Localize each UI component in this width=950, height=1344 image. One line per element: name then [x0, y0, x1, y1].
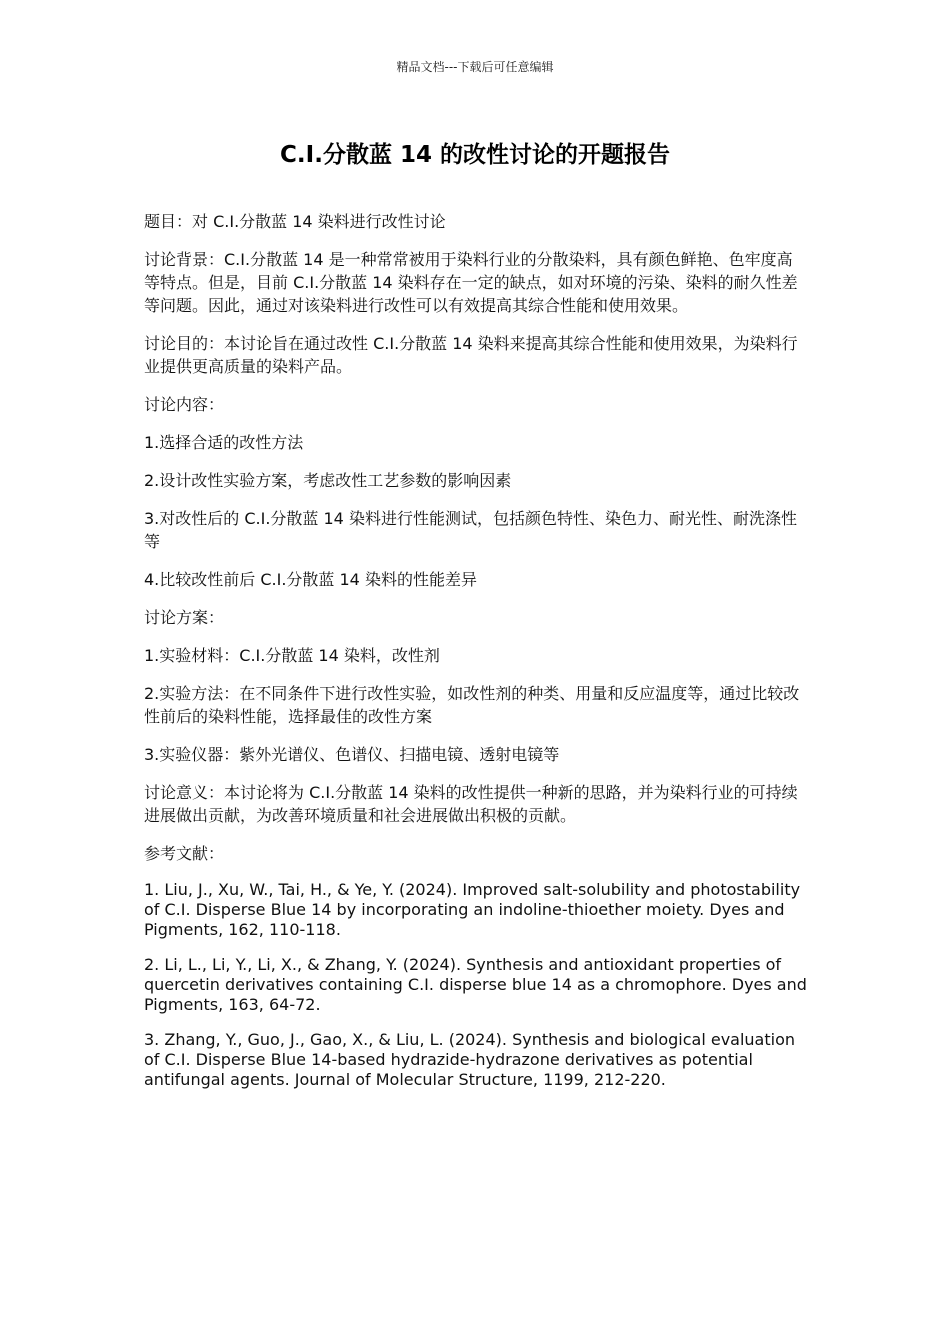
plan-item-1: 1.实验材料：C.I.分散蓝 14 染料，改性剂: [144, 646, 440, 665]
topic-paragraph: 题目：对 C.I.分散蓝 14 染料进行改性讨论: [144, 212, 446, 231]
background-paragraph: 讨论背景：C.I.分散蓝 14 是一种常常被用于染料行业的分散染料，具有颜色鲜艳、色牢度高等特点。但是，目前 C.I.分散蓝 14 染料存在一定的缺点，如对环境的污染、染料的耐久性差等问题。因此，通过对该染料进行改性可以有效提高其综合性能和使用效果。: [144, 250, 798, 315]
plan-item-2: 2.实验方法：在不同条件下进行改性实验，如改性剂的种类、用量和反应温度等，通过比较改性前后的染料性能，选择最佳的改性方案: [144, 684, 800, 726]
purpose-paragraph: 讨论目的：本讨论旨在通过改性 C.I.分散蓝 14 染料来提高其综合性能和使用效果，为染料行业提供更高质量的染料产品。: [144, 334, 798, 376]
reference-item: 1. Liu, J., Xu, W., Tai, H., & Ye, Y. (2024). Improved salt-solubility and photostability of C.I. Disperse Blue 14 by incorporating an indoline-thioether moiety. Dyes and Pigments, 162, 110-118.: [144, 880, 801, 939]
content-item-3: 3.对改性后的 C.I.分散蓝 14 染料进行性能测试，包括颜色特性、染色力、耐光性、耐洗涤性等: [144, 509, 797, 551]
document-title: C.I.分散蓝 14 的改性讨论的开题报告: [280, 142, 670, 168]
document-body: [144, 210, 808, 1105]
reference-item: 3. Zhang, Y., Guo, J., Gao, X., & Liu, L. (2024). Synthesis and biological evaluation of C.I. Disperse Blue 14-based hydrazide-hydrazone derivatives as potential antifungal agents. Journal of Molecular Structure, 1199, 212-220.: [144, 1030, 795, 1089]
content-heading: 讨论内容：: [144, 395, 225, 414]
header-note: 精品文档---下载后可任意编辑: [396, 60, 554, 74]
reference-list: [144, 880, 808, 1090]
content-item-4: 4.比较改性前后 C.I.分散蓝 14 染料的性能差异: [144, 570, 477, 589]
plan-heading: 讨论方案：: [144, 608, 225, 627]
references-heading: 参考文献：: [144, 844, 225, 863]
content-item-2: 2.设计改性实验方案，考虑改性工艺参数的影响因素: [144, 471, 512, 490]
significance-paragraph: 讨论意义：本讨论将为 C.I.分散蓝 14 染料的改性提供一种新的思路，并为染料行业的可持续进展做出贡献，为改善环境质量和社会进展做出积极的贡献。: [144, 783, 798, 825]
reference-item: 2. Li, L., Li, Y., Li, X., & Zhang, Y. (2024). Synthesis and antioxidant properties of quercetin derivatives containing C.I. disperse blue 14 as a chromophore. Dyes and Pigments, 163, 64-72.: [144, 955, 807, 1014]
content-item-1: 1.选择合适的改性方法: [144, 433, 304, 452]
plan-item-3: 3.实验仪器：紫外光谱仪、色谱仪、扫描电镜、透射电镜等: [144, 745, 560, 764]
